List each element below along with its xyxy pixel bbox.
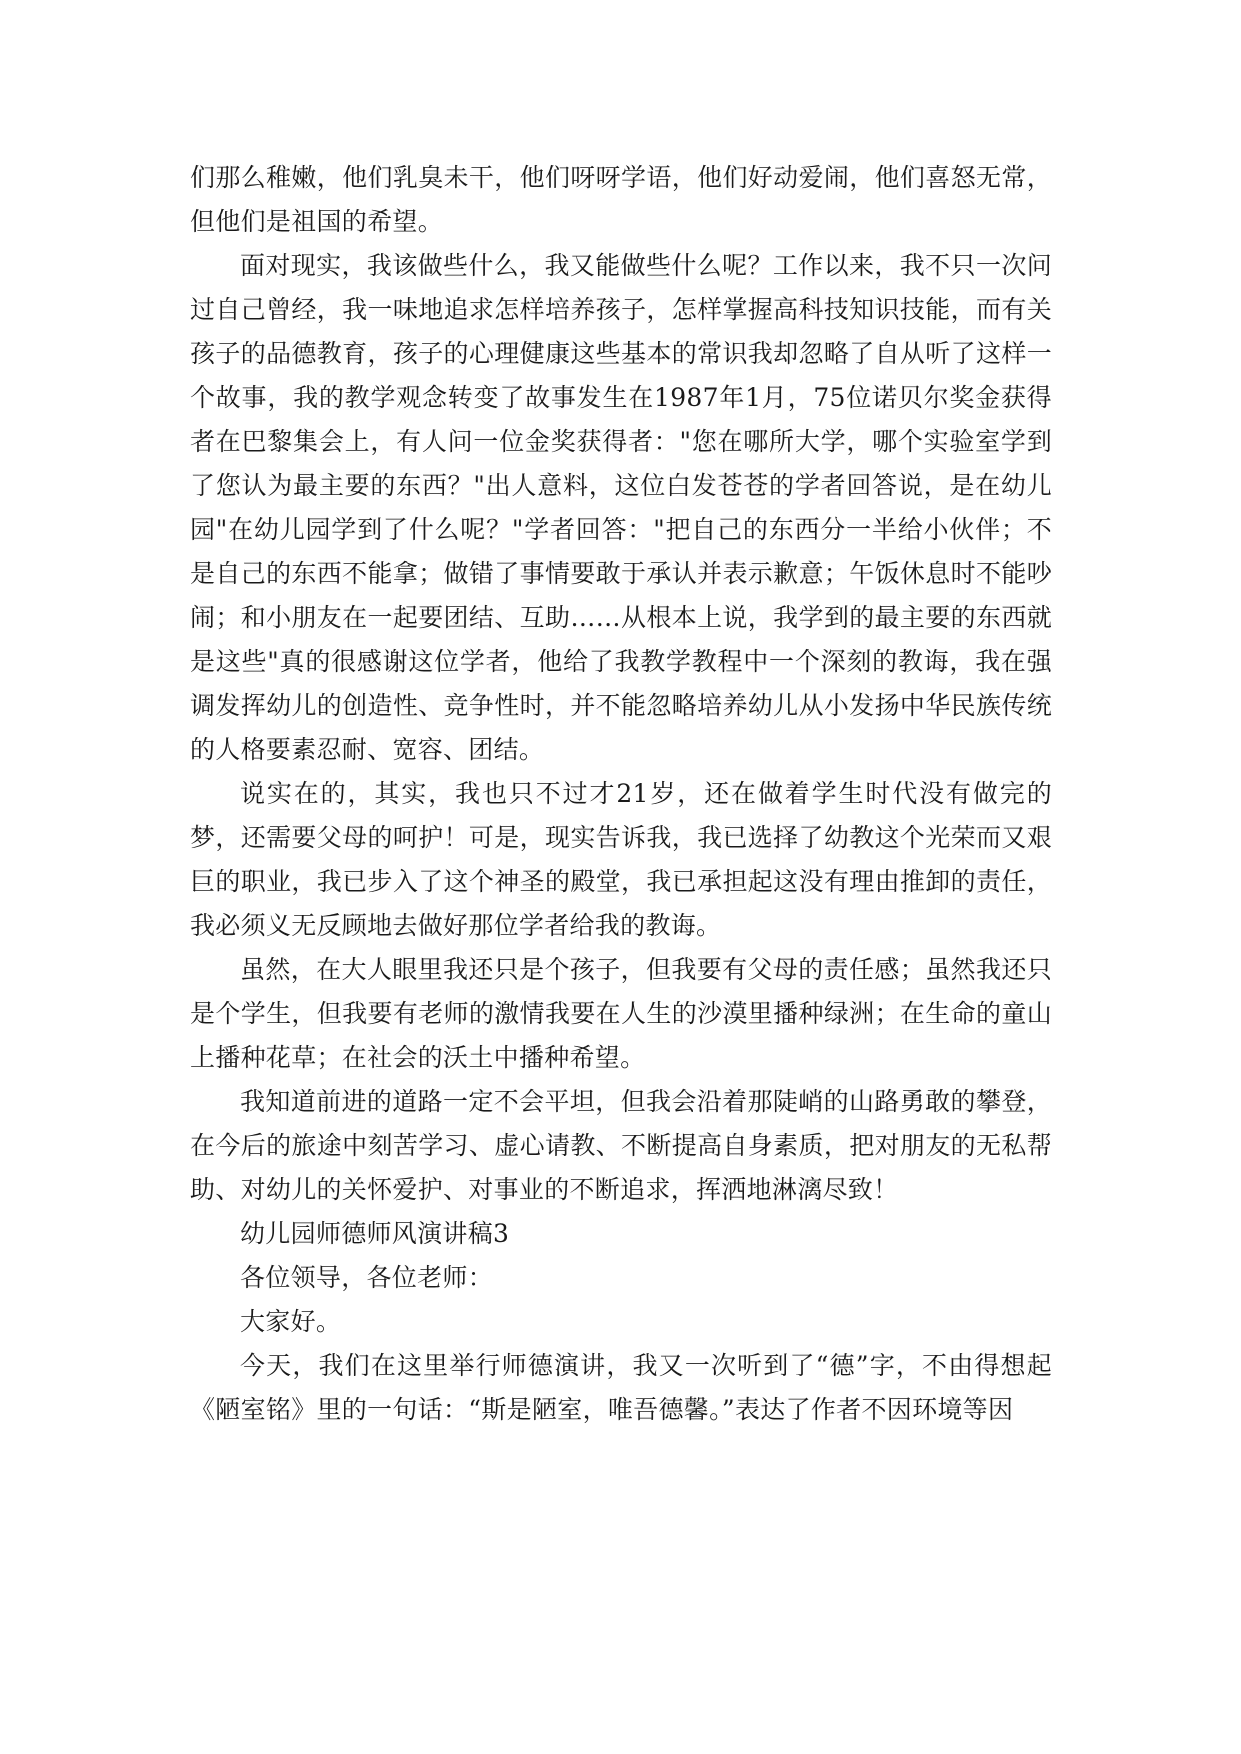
- paragraph-responsibility: 虽然，在大人眼里我还只是个孩子，但我要有父母的责任感；虽然我还只是个学生，但我要有老师的激情我要在人生的沙漠里播种绿洲；在生命的童山上播种花草；在社会的沃土中播种希望。: [190, 955, 1052, 1072]
- paragraph-continuation: 们那么稚嫩，他们乳臭未干，他们呀呀学语，他们好动爱闹，他们喜怒无常，但他们是祖国的希望。: [190, 163, 1052, 236]
- paragraph-age-21: 说实在的，其实，我也只不过才21岁，还在做着学生时代没有做完的梦，还需要父母的呵护！可是，现实告诉我，我已选择了幼教这个光荣而又艰巨的职业，我已步入了这个神圣的殿堂，我已承担起这没有理由推卸的责任，我必须义无反顾地去做好那位学者给我的教诲。: [190, 779, 1052, 940]
- speech-title: 幼儿园师德师风演讲稿3: [240, 1219, 510, 1248]
- greeting: 大家好。: [240, 1307, 342, 1336]
- salutation: 各位领导，各位老师：: [240, 1263, 494, 1292]
- document-body: [190, 156, 1052, 1432]
- paragraph-virtue: 今天，我们在这里举行师德演讲，我又一次听到了“德”字，不由得想起《陋室铭》里的一句话：“斯是陋室，唯吾德馨。”表达了作者不因环境等因: [190, 1351, 1052, 1424]
- paragraph-nobel-story: 面对现实，我该做些什么，我又能做些什么呢？工作以来，我不只一次问过自己曾经，我一味地追求怎样培养孩子，怎样掌握高科技知识技能，而有关孩子的品德教育，孩子的心理健康这些基本的常识我却忽略了自从听了这样一个故事，我的教学观念转变了故事发生在1987年1月，75位诺贝尔奖金获得者在巴黎集会上，有人问一位金奖获得者："您在哪所大学，哪个实验室学到了您认为最主要的东西？"出人意料，这位白发苍苍的学者回答说，是在幼儿园"在幼儿园学到了什么呢？"学者回答："把自己的东西分一半给小伙伴；不是自己的东西不能拿；做错了事情要敢于承认并表示歉意；午饭休息时不能吵闹；和小朋友在一起要团结、互助……从根本上说，我学到的最主要的东西就是这些"真的很感谢这位学者，他给了我教学教程中一个深刻的教诲，我在强调发挥幼儿的创造性、竞争性时，并不能忽略培养幼儿从小发扬中华民族传统的人格要素忍耐、宽容、团结。: [190, 251, 1052, 764]
- paragraph-road-ahead: 我知道前进的道路一定不会平坦，但我会沿着那陡峭的山路勇敢的攀登，在今后的旅途中刻苦学习、虚心请教、不断提高自身素质，把对朋友的无私帮助、对幼儿的关怀爱护、对事业的不断追求，挥洒地淋漓尽致！: [190, 1087, 1052, 1204]
